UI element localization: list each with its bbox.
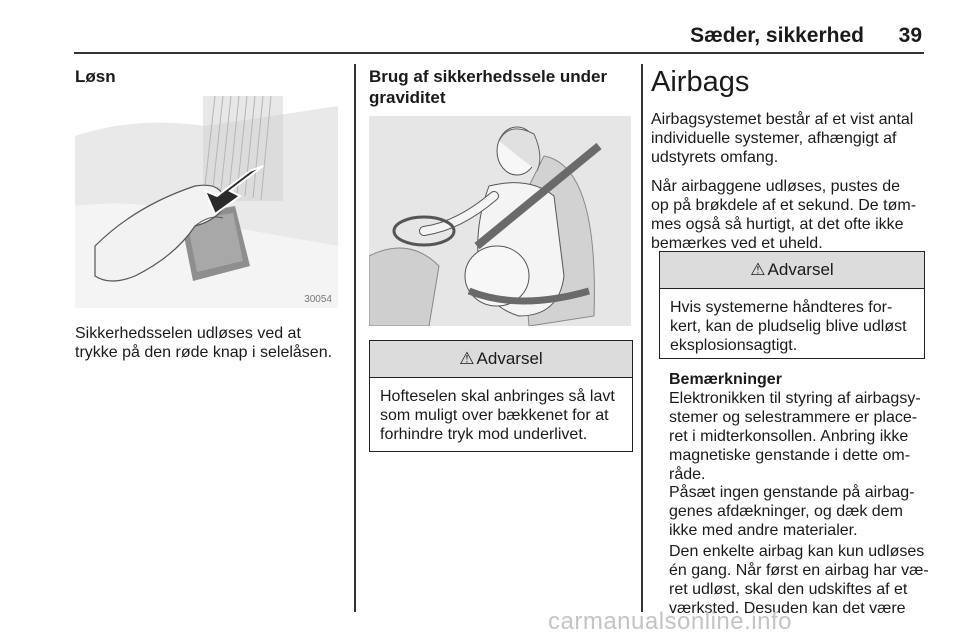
warning-header [660,252,924,289]
note-paragraph-2 [669,483,915,540]
note-heading: Bemærkninger [669,371,782,388]
text-line: stemer og selestrammere er place- [669,409,918,426]
page-number: 39 [898,24,922,47]
airbags-paragraph-1 [651,110,913,167]
airbag-warning-box [659,251,925,359]
text-line: genes afdækninger, og dæk dem [669,503,903,520]
warning-body [370,378,632,444]
text-line: Påsæt ingen genstande på airbag- [669,484,915,501]
text-line: Elektronikken til styring af airbagsy- [669,390,921,407]
text-line: udstyrets omfang. [651,149,779,166]
text-line: bemærkes ved et uheld. [651,235,823,252]
text-line: op på brøkdele af et sekund. De tøm- [651,197,917,214]
warning-line: som muligt over bækkenet for at [380,407,609,424]
text-line: individuelle systemer, afhængigt af [651,130,897,147]
text-line: magnetiske genstande i dette om- [669,447,911,464]
watermark: carmanualsonline.info [548,608,792,635]
column-divider-right [641,64,643,612]
seatbelt-release-illustration [75,96,338,308]
warning-title: Advarsel [767,260,834,279]
text-line: værksted. Desuden kan det være [669,600,906,617]
pregnancy-warning-box [369,340,633,452]
figure-number: 30054 [304,294,332,305]
warning-header [370,341,632,378]
header-divider [74,52,924,54]
text-line: råde. [669,466,706,483]
note-paragraph-1 [669,389,921,484]
text-line: Airbagsystemet består af et vist antal [651,111,914,128]
section-heading-release: Løsn [75,67,116,86]
pregnant-driver-seatbelt-illustration [369,116,631,326]
text-line: mes også så hurtigt, at det ofte ikke [651,216,904,233]
warning-triangle-icon: ⚠ [750,260,766,279]
airbags-paragraph-2 [651,177,916,253]
page-section-title: Sæder, sikkerhed [690,24,864,47]
warning-line: forhindre tryk mod underlivet. [380,426,588,443]
text-line: ikke med andre materialer. [669,522,858,539]
warning-line: Hofteselen skal anbringes så lavt [380,388,615,405]
section-heading-pregnancy-line-1: Brug af sikkerhedssele under [369,67,608,86]
warning-body [660,289,924,355]
text-line: Når airbaggene udløses, pustes de [651,178,901,195]
warning-triangle-icon: ⚠ [459,349,475,368]
warning-title: Advarsel [476,349,543,368]
text-line: én gang. Når først en airbag har væ- [669,562,929,579]
note-paragraph-3 [669,542,929,618]
airbags-title: Airbags [651,66,750,98]
warning-line: Hvis systemerne håndteres for- [670,299,893,316]
column-divider-left [354,64,356,612]
text-line: Den enkelte airbag kan kun udløses [669,543,925,560]
warning-line: kert, kan de pludselig blive udløst [670,318,907,335]
warning-line: eksplosionsagtigt. [670,337,798,354]
section-heading-pregnancy-line-2: graviditet [369,88,446,107]
text-line: ret udløst, skal den udskiftes af et [669,581,908,598]
release-text-line-2: trykke på den røde knap i selelåsen. [75,344,333,361]
release-text-line-1: Sikkerhedsselen udløses ved at [75,325,301,342]
text-line: ret i midterkonsollen. Anbring ikke [669,428,909,445]
